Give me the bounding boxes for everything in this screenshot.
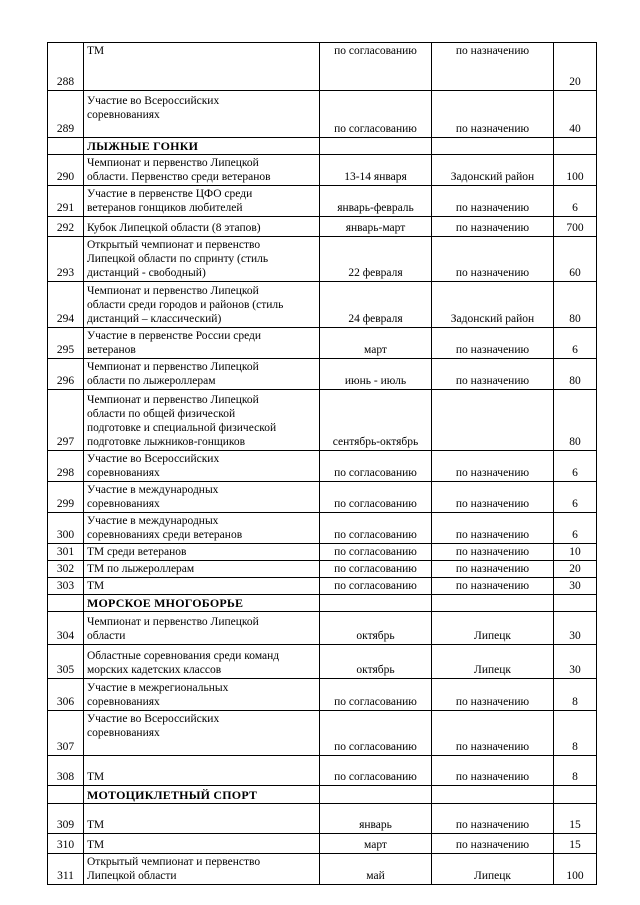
participants-count: 80	[554, 359, 597, 390]
event-name-line: Открытый чемпионат и первенство	[87, 239, 261, 251]
event-name	[84, 612, 320, 645]
table-row	[48, 679, 597, 711]
table-row	[48, 217, 597, 237]
participants-count: 60	[554, 237, 597, 282]
event-date: 13-14 января	[320, 155, 432, 186]
row-number: 289	[48, 91, 84, 138]
event-name-line: Чемпионат и первенство Липецкой	[87, 361, 259, 373]
event-name	[84, 679, 320, 711]
participants-count: 8	[554, 679, 597, 711]
event-name-line: морских кадетских классов	[87, 664, 222, 676]
section-header-row	[48, 138, 597, 155]
event-name-line: дистанций – классический)	[87, 313, 222, 325]
document-page	[47, 42, 597, 885]
event-name	[84, 482, 320, 513]
event-date: октябрь	[320, 612, 432, 645]
row-number: 299	[48, 482, 84, 513]
event-name-line: Кубок Липецкой области (8 этапов)	[87, 222, 261, 234]
row-number: 307	[48, 711, 84, 756]
table-row	[48, 834, 597, 854]
event-name-line: соревнованиях	[87, 109, 160, 121]
participants-count	[554, 786, 597, 804]
event-name	[84, 645, 320, 679]
event-name-line: Чемпионат и первенство Липецкой	[87, 157, 259, 169]
event-place: Задонский район	[432, 282, 554, 328]
row-number: 308	[48, 756, 84, 786]
event-name-line: дистанций - свободный)	[87, 267, 206, 279]
row-number: 295	[48, 328, 84, 359]
table-row	[48, 645, 597, 679]
table-row	[48, 612, 597, 645]
event-date	[320, 138, 432, 155]
table-row	[48, 390, 597, 451]
event-name	[84, 561, 320, 578]
event-name-line: соревнованиях	[87, 467, 160, 479]
row-number: 290	[48, 155, 84, 186]
event-name	[84, 390, 320, 451]
event-place: по назначению	[432, 513, 554, 544]
event-place: по назначению	[432, 482, 554, 513]
event-date: октябрь	[320, 645, 432, 679]
participants-count: 700	[554, 217, 597, 237]
event-name-line: соревнованиях среди ветеранов	[87, 529, 243, 541]
participants-count: 30	[554, 645, 597, 679]
event-date: по согласованию	[320, 513, 432, 544]
event-name	[84, 854, 320, 885]
event-name-line: соревнованиях	[87, 498, 160, 510]
event-name-line: Участие в межрегиональных	[87, 682, 229, 694]
row-number	[48, 595, 84, 612]
event-name	[84, 711, 320, 756]
event-date: май	[320, 854, 432, 885]
event-place: по назначению	[432, 804, 554, 834]
table-row	[48, 711, 597, 756]
event-name	[84, 578, 320, 595]
event-name	[84, 91, 320, 138]
participants-count: 100	[554, 854, 597, 885]
event-date: по согласованию	[320, 451, 432, 482]
event-date: по согласованию	[320, 561, 432, 578]
event-place: по назначению	[432, 679, 554, 711]
event-date: по согласованию	[320, 756, 432, 786]
participants-count: 80	[554, 390, 597, 451]
table-row	[48, 328, 597, 359]
event-place	[432, 138, 554, 155]
table-row	[48, 186, 597, 217]
participants-count: 15	[554, 834, 597, 854]
participants-count: 6	[554, 482, 597, 513]
table-row	[48, 578, 597, 595]
event-place: по назначению	[432, 561, 554, 578]
table-row	[48, 804, 597, 834]
table-row	[48, 482, 597, 513]
event-name-line: ТМ	[87, 45, 105, 57]
event-place: по назначению	[432, 359, 554, 390]
event-name-line: ТМ	[87, 839, 105, 851]
event-name	[84, 217, 320, 237]
table-row	[48, 451, 597, 482]
event-place: по назначению	[432, 91, 554, 138]
row-number: 297	[48, 390, 84, 451]
events-table-body	[48, 43, 597, 885]
table-row	[48, 91, 597, 138]
event-name-line: Участие во Всероссийских	[87, 713, 220, 725]
table-row	[48, 359, 597, 390]
row-number: 288	[48, 43, 84, 91]
event-place: по назначению	[432, 237, 554, 282]
event-place: по назначению	[432, 544, 554, 561]
event-name-line: ветеранов	[87, 344, 136, 356]
event-name-line: области по лыжероллерам	[87, 375, 216, 387]
event-date: по согласованию	[320, 43, 432, 91]
row-number: 296	[48, 359, 84, 390]
participants-count: 6	[554, 328, 597, 359]
participants-count: 20	[554, 561, 597, 578]
event-place	[432, 595, 554, 612]
event-name-line: ТМ	[87, 771, 105, 783]
event-name-line: ТМ среди ветеранов	[87, 546, 187, 558]
row-number: 293	[48, 237, 84, 282]
event-date: 24 февраля	[320, 282, 432, 328]
participants-count	[554, 595, 597, 612]
event-date: июнь - июль	[320, 359, 432, 390]
row-number: 311	[48, 854, 84, 885]
event-name-line: ТМ	[87, 580, 105, 592]
event-name	[84, 804, 320, 834]
event-name-line: Чемпионат и первенство Липецкой	[87, 616, 259, 628]
event-name	[84, 328, 320, 359]
event-name-line: Участие в первенстве России среди	[87, 330, 262, 342]
event-place: по назначению	[432, 43, 554, 91]
table-row	[48, 561, 597, 578]
section-title: ЛЫЖНЫЕ ГОНКИ	[84, 138, 320, 155]
row-number: 298	[48, 451, 84, 482]
row-number: 294	[48, 282, 84, 328]
event-name-line: Открытый чемпионат и первенство	[87, 856, 261, 868]
event-name-line: области	[87, 630, 126, 642]
participants-count: 40	[554, 91, 597, 138]
event-date: январь-февраль	[320, 186, 432, 217]
event-name-line: подготовке лыжников-гонщиков	[87, 436, 246, 448]
participants-count: 6	[554, 513, 597, 544]
table-row	[48, 854, 597, 885]
participants-count: 80	[554, 282, 597, 328]
table-row	[48, 513, 597, 544]
event-name-line: области. Первенство среди ветеранов	[87, 171, 271, 183]
participants-count: 8	[554, 711, 597, 756]
row-number: 302	[48, 561, 84, 578]
event-name-line: Областные соревнования среди команд	[87, 650, 280, 662]
event-place: Липецк	[432, 612, 554, 645]
event-name	[84, 544, 320, 561]
row-number	[48, 138, 84, 155]
participants-count: 6	[554, 451, 597, 482]
event-name-line: Чемпионат и первенство Липецкой	[87, 285, 259, 297]
event-name-line: области по общей физической	[87, 408, 236, 420]
event-place	[432, 390, 554, 451]
row-number: 309	[48, 804, 84, 834]
event-name-line: ТМ по лыжероллерам	[87, 563, 195, 575]
event-name	[84, 834, 320, 854]
row-number: 305	[48, 645, 84, 679]
event-place: по назначению	[432, 834, 554, 854]
event-date: январь	[320, 804, 432, 834]
event-name-line: Липецкой области	[87, 870, 177, 882]
event-place	[432, 786, 554, 804]
table-row	[48, 282, 597, 328]
event-name-line: Участие в международных	[87, 484, 219, 496]
event-date: по согласованию	[320, 91, 432, 138]
event-date: сентябрь-октябрь	[320, 390, 432, 451]
event-place: Липецк	[432, 854, 554, 885]
event-name-line: Участие во Всероссийских	[87, 453, 220, 465]
event-name	[84, 186, 320, 217]
row-number: 301	[48, 544, 84, 561]
event-name-line: области среди городов и районов (стиль	[87, 299, 284, 311]
event-name-line	[87, 740, 316, 754]
event-name-line: ветеранов гонщиков любителей	[87, 202, 243, 214]
event-name-line: Участие в первенстве ЦФО среди	[87, 188, 253, 200]
event-name-line: ТМ	[87, 819, 105, 831]
event-name	[84, 756, 320, 786]
event-name	[84, 43, 320, 91]
event-date: по согласованию	[320, 578, 432, 595]
event-place: Задонский район	[432, 155, 554, 186]
event-name-line	[87, 122, 316, 136]
event-place: по назначению	[432, 711, 554, 756]
event-date: по согласованию	[320, 711, 432, 756]
event-place: по назначению	[432, 756, 554, 786]
event-name-line: соревнованиях	[87, 727, 160, 739]
event-place: по назначению	[432, 217, 554, 237]
table-row	[48, 756, 597, 786]
event-place: по назначению	[432, 451, 554, 482]
row-number	[48, 786, 84, 804]
event-place: по назначению	[432, 578, 554, 595]
event-name	[84, 359, 320, 390]
event-name-line: подготовке и специальной физической	[87, 422, 277, 434]
event-name-line: Участие во Всероссийских	[87, 95, 220, 107]
row-number: 306	[48, 679, 84, 711]
section-title: МОТОЦИКЛЕТНЫЙ СПОРТ	[84, 786, 320, 804]
event-name-line: соревнованиях	[87, 696, 160, 708]
event-name	[84, 155, 320, 186]
events-table	[47, 42, 597, 885]
event-date: март	[320, 834, 432, 854]
event-date: по согласованию	[320, 679, 432, 711]
event-date: 22 февраля	[320, 237, 432, 282]
section-header-row	[48, 595, 597, 612]
event-date: январь-март	[320, 217, 432, 237]
event-name-line: Чемпионат и первенство Липецкой	[87, 394, 259, 406]
event-name-line: Участие в международных	[87, 515, 219, 527]
section-title: МОРСКОЕ МНОГОБОРЬЕ	[84, 595, 320, 612]
event-name	[84, 513, 320, 544]
section-header-row	[48, 786, 597, 804]
event-place: по назначению	[432, 186, 554, 217]
event-date: по согласованию	[320, 544, 432, 561]
table-row	[48, 155, 597, 186]
event-name-line: Липецкой области по спринту (стиль	[87, 253, 269, 265]
participants-count: 10	[554, 544, 597, 561]
row-number: 292	[48, 217, 84, 237]
event-date	[320, 595, 432, 612]
table-row	[48, 237, 597, 282]
event-name	[84, 282, 320, 328]
row-number: 304	[48, 612, 84, 645]
participants-count: 100	[554, 155, 597, 186]
row-number: 300	[48, 513, 84, 544]
row-number: 303	[48, 578, 84, 595]
event-date	[320, 786, 432, 804]
participants-count: 20	[554, 43, 597, 91]
event-name-line	[87, 58, 316, 72]
event-place: Липецк	[432, 645, 554, 679]
participants-count: 15	[554, 804, 597, 834]
event-name	[84, 237, 320, 282]
participants-count: 6	[554, 186, 597, 217]
participants-count: 8	[554, 756, 597, 786]
event-date: по согласованию	[320, 482, 432, 513]
participants-count: 30	[554, 612, 597, 645]
participants-count	[554, 138, 597, 155]
row-number: 310	[48, 834, 84, 854]
event-date: март	[320, 328, 432, 359]
row-number: 291	[48, 186, 84, 217]
event-place: по назначению	[432, 328, 554, 359]
participants-count: 30	[554, 578, 597, 595]
event-name	[84, 451, 320, 482]
table-row	[48, 43, 597, 91]
table-row	[48, 544, 597, 561]
